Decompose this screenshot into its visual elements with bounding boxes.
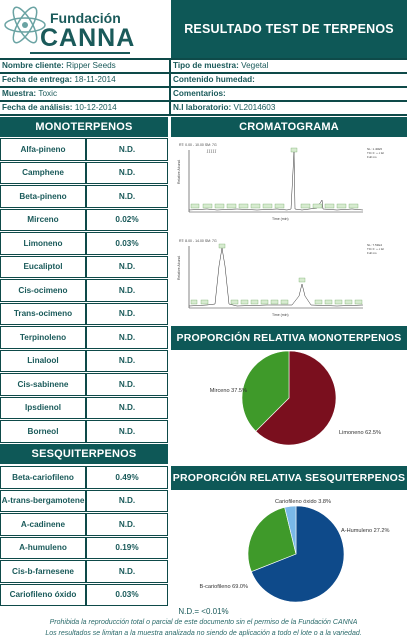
footer-disclaimer-1: Prohibida la reproducción total o parcial de este documento sin el permiso de la Fundación CANNA bbox=[49, 619, 358, 626]
svg-text:Full ms: Full ms bbox=[367, 155, 377, 159]
footer-disclaimer-2: Los resultados se limitan a la muestra analizada no siendo de aplicación a todo el lote o a la variedad. bbox=[45, 630, 362, 637]
svg-text:Relative Abund.: Relative Abund. bbox=[177, 159, 181, 184]
sesquiterpene-row-value: 0.03% bbox=[86, 584, 168, 607]
client-field: Nombre cliente: Ripper Seeds bbox=[2, 61, 116, 70]
report-title: RESULTADO TEST DE TERPENOS bbox=[171, 0, 407, 58]
monoterpene-row-name: Cis-ocimeno bbox=[0, 279, 86, 302]
sesqui-proportion-header: PROPORCIÓN RELATIVA SESQUITERPENOS bbox=[171, 466, 407, 490]
chromatogram-1 bbox=[177, 140, 403, 224]
org-name-line2: CANNA bbox=[40, 24, 136, 52]
monoterpene-row-value: N.D. bbox=[86, 185, 168, 208]
monoterpene-row-name: Beta-pineno bbox=[0, 185, 86, 208]
lab-id-field: N.I laboratorio: VL2014603 bbox=[173, 103, 276, 112]
pie-label: Mirceno 37.5% bbox=[209, 388, 247, 394]
monoterpene-row-value: N.D. bbox=[86, 303, 168, 326]
nd-note: N.D.= <0.01% bbox=[178, 607, 229, 616]
sample-type-field: Tipo de muestra: Vegetal bbox=[173, 61, 269, 70]
monoterpene-row-name: Ipsdienol bbox=[0, 397, 86, 420]
logo-underline bbox=[30, 52, 130, 54]
svg-text:Time (min): Time (min) bbox=[272, 217, 289, 221]
monoterpene-row-value: 0.03% bbox=[86, 232, 168, 255]
monoterpene-row-value: 0.02% bbox=[86, 209, 168, 232]
svg-text:RT: 8.00 - 14.00 SM: 7G: RT: 8.00 - 14.00 SM: 7G bbox=[179, 239, 217, 243]
chromatogram-header: CROMATOGRAMA bbox=[171, 117, 407, 137]
monoterpene-row-name: Alfa-pineno bbox=[0, 138, 86, 161]
svg-text:TIC F: + c EI: TIC F: + c EI bbox=[367, 151, 384, 155]
monoterpene-row-value: N.D. bbox=[86, 420, 168, 443]
monoterpene-row-name: Limoneno bbox=[0, 232, 86, 255]
sample-field: Muestra: Toxic bbox=[2, 89, 58, 98]
monoterpene-row-name: Camphene bbox=[0, 162, 86, 185]
monoterpene-row-value: N.D. bbox=[86, 373, 168, 396]
delivery-date-field: Fecha de entrega: 18-11-2014 bbox=[2, 75, 116, 84]
svg-text:ʃ ʃ ʃ ʃ ʃ: ʃ ʃ ʃ ʃ ʃ bbox=[207, 148, 216, 153]
org-name-line1: Fundación bbox=[50, 10, 121, 26]
mono-proportion-header: PROPORCIÓN RELATIVA MONOTERPENOS bbox=[171, 326, 407, 350]
sesquiterpene-row-value: N.D. bbox=[86, 560, 168, 583]
sesquiterpene-row-name: A-trans-bergamotene bbox=[0, 490, 86, 513]
info-grid bbox=[0, 58, 407, 114]
logo-area bbox=[0, 0, 168, 58]
monoterpene-row-name: Linalool bbox=[0, 350, 86, 373]
monoterpene-row-name: Trans-ocimeno bbox=[0, 303, 86, 326]
svg-text:Full ms: Full ms bbox=[367, 251, 377, 255]
monoterpene-row-value: N.D. bbox=[86, 326, 168, 349]
sesquiterpene-row-value: N.D. bbox=[86, 490, 168, 513]
monoterpene-row-value: N.D. bbox=[86, 350, 168, 373]
mono-pie-chart bbox=[171, 350, 407, 460]
mono-pie-panel bbox=[171, 350, 407, 460]
sesquiterpenes-header: SESQUITERPENOS bbox=[0, 444, 168, 464]
sesqui-pie-panel bbox=[171, 490, 407, 605]
pie-label: Limoneno 62.5% bbox=[339, 430, 381, 436]
svg-text:RT: 0.00 - 10.00 SM: 7G: RT: 0.00 - 10.00 SM: 7G bbox=[179, 143, 217, 147]
chromatogram-panel bbox=[171, 138, 407, 323]
monoterpene-row-name: Cis-sabinene bbox=[0, 373, 86, 396]
svg-text:Relative Abund.: Relative Abund. bbox=[177, 255, 181, 280]
monoterpene-row-name: Eucaliptol bbox=[0, 256, 86, 279]
sesquiterpene-row-name: Cis-b-farnesene bbox=[0, 560, 86, 583]
comments-field: Comentarios: bbox=[173, 89, 226, 98]
sesqui-pie-chart bbox=[171, 490, 407, 605]
svg-text:NL: 7.53E4: NL: 7.53E4 bbox=[367, 243, 383, 247]
sesquiterpene-row-value: N.D. bbox=[86, 513, 168, 536]
monoterpene-row-value: N.D. bbox=[86, 397, 168, 420]
analysis-date-field: Fecha de análisis: 10-12-2014 bbox=[2, 103, 117, 112]
monoterpene-row-name: Terpinoleno bbox=[0, 326, 86, 349]
sesquiterpene-row-name: A-humuleno bbox=[0, 537, 86, 560]
pie-label: Cariofileno óxido 3.8% bbox=[275, 499, 331, 505]
humidity-field: Contenido humedad: bbox=[173, 75, 255, 84]
monoterpene-row-name: Mirceno bbox=[0, 209, 86, 232]
sesquiterpene-row-value: 0.19% bbox=[86, 537, 168, 560]
pie-label: B-cariofileno 69.0% bbox=[199, 584, 248, 590]
sesquiterpene-row-name: Cariofileno óxido bbox=[0, 584, 86, 607]
sesquiterpene-row-name: A-cadinene bbox=[0, 513, 86, 536]
pie-label: A-Humuleno 27.2% bbox=[341, 528, 390, 534]
monoterpene-row-value: N.D. bbox=[86, 162, 168, 185]
svg-text:NL: 1.40E5: NL: 1.40E5 bbox=[367, 147, 383, 151]
chromatogram-2 bbox=[177, 236, 403, 320]
svg-text:Time (min): Time (min) bbox=[272, 313, 289, 317]
monoterpene-row-value: N.D. bbox=[86, 256, 168, 279]
monoterpene-row-value: N.D. bbox=[86, 279, 168, 302]
monoterpene-row-value: N.D. bbox=[86, 138, 168, 161]
monoterpene-row-name: Borneol bbox=[0, 420, 86, 443]
monoterpenes-header: MONOTERPENOS bbox=[0, 117, 168, 137]
sesquiterpene-row-name: Beta-cariofileno bbox=[0, 466, 86, 489]
sesquiterpene-row-value: 0.49% bbox=[86, 466, 168, 489]
svg-text:TIC F: + c EI: TIC F: + c EI bbox=[367, 247, 384, 251]
